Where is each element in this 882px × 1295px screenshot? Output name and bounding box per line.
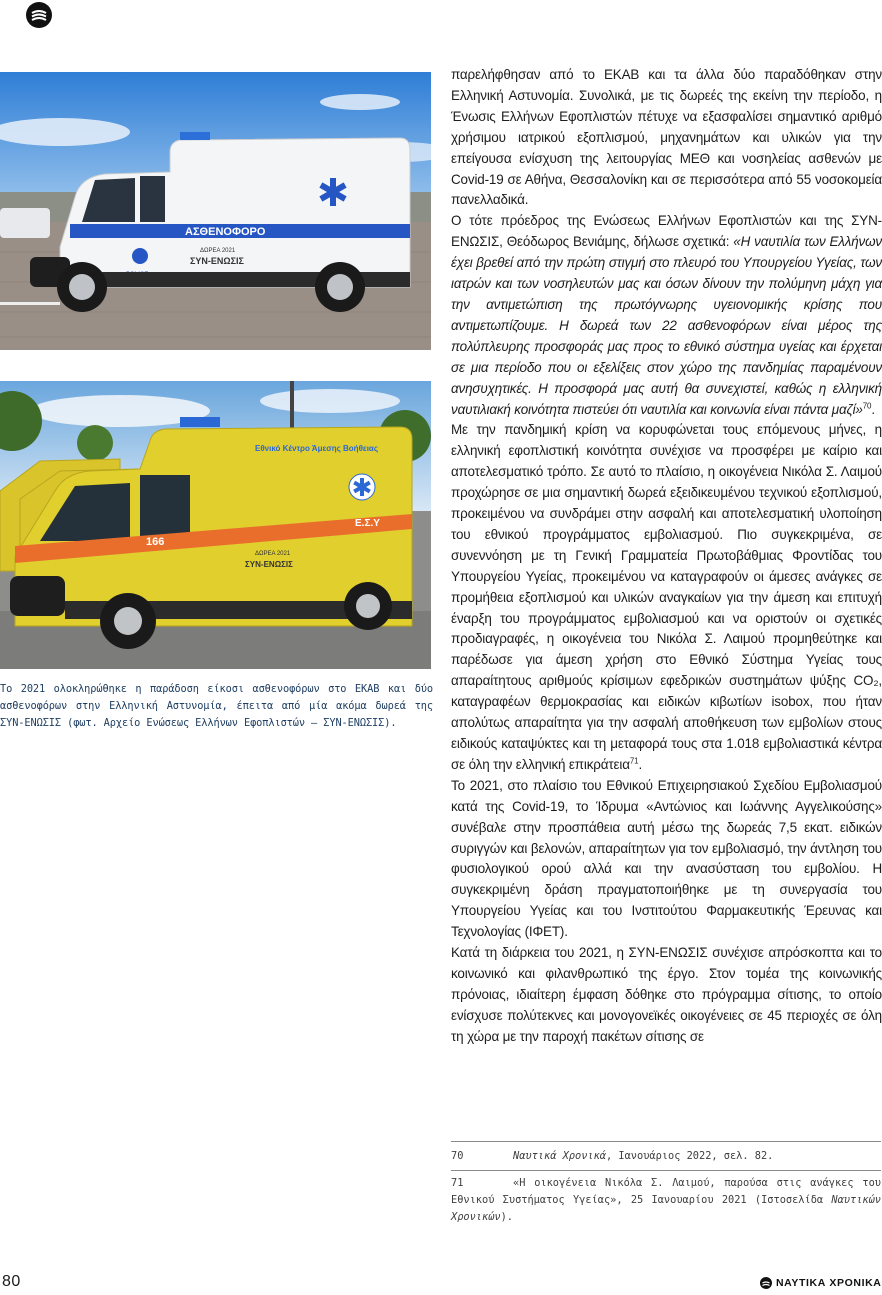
footnote-divider: [451, 1141, 881, 1142]
page-number: 80: [2, 1273, 21, 1290]
magazine-logo-icon: [26, 2, 52, 28]
svg-text:ΣΥΝ-ΕΝΩΣΙΣ: ΣΥΝ-ΕΝΩΣΙΣ: [245, 560, 293, 569]
paragraph: Με την πανδημική κρίση να κορυφώνεται τους επόμενους μήνες, η ελληνική εφοπλιστική κοινότητα συνέχισε να προσφέρει με καίριο και αποτελεσματικό τρόπο. Σε αυτό το πλαίσιο, η οικογένεια Νικόλα Σ. Λαιμού προχώρησε σε μια σημαντική δωρεά εξειδικευμένου τεχνικού εξοπλισμού, προκειμένου να συνδράμει στην ασφαλή και αποτελεσματική υλοποίηση του εθνικού προγράμματος εμβολιασμού. Πιο συγκεκριμένα, σε συνεννόηση με τη Γενική Γραμματεία Πρωτοβάθμιας Φροντίδας του Υπουργείου Υγείας, προκειμένου να καταγραφούν οι άμεσες ανάγκες σε προμήθεια εξοπλισμού και υλικών αναγκαίων για την άμεση και επιτυχή έναρξη του προγράμματος εμβολιασμού και να οριστούν οι σχετικές προδιαγραφές, η οικογένεια του Νικόλα Σ. Λαιμού προμηθεύτηκε και παρέδωσε για άμεση χρήση στο Εθνικό Σύστημα Υγείας τους απαραίτητους αριθμούς κρίσιμων εφεδρικών συστημάτων ψύξης CO₂, καταγραφέων θερμοκρασίας και ειδικών κιβωτίων isobox, που ήταν απολύτως απαραίτητα για την ασφαλή αποθήκευση των εμβολίων στους ειδικούς καταψύκτες και τη μεταφορά τους στα 1.018 εμβολιαστικά κέντρα σε όλη την ελληνική επικράτεια$^{71}$.: [451, 422, 882, 772]
footnote-divider: [451, 1170, 881, 1171]
footer-brand: [760, 1276, 881, 1290]
svg-text:ΣΥΝ-ΕΝΩΣΙΣ: ΣΥΝ-ΕΝΩΣΙΣ: [190, 256, 244, 266]
footnote: 70 Ναυτικά Χρονικά, Ιανουάριος 2022, σελ. 82.: [451, 1148, 881, 1165]
quote: «Η ναυτιλία των Ελλήνων έχει βρεθεί από την πρώτη στιγμή στο πλευρό του Υπουργείου Υγείας, των ιατρών και των νοσηλευτών μας και όσων δίνουν την πολύμηνη μάχη για την αντιμετώπιση της πρωτόγνωρης υγειονομικής κρίσης που αντιμετωπίζουμε. Η δωρεά των 22 ασθενοφόρων είναι μέρος της πολύπλευρης προσφοράς μας προς το εθνικό σύστημα υγείας και έρχεται σε μια περίοδο που οι εξελίξεις στον χώρο της πανδημίας παραμένουν ανησυχητικές. Η προσφορά μας αυτή θα συνεχιστεί, καθώς η ελληνική ναυτιλιακή κοινότητα πιστεύει ότι ναυτιλία και κοινωνία είναι πάντα μαζί»: [451, 234, 882, 417]
paragraph: Ο τότε πρόεδρος της Ενώσεως Ελλήνων Εφοπλιστών και της ΣΥΝ-ΕΝΩΣΙΣ, Θεόδωρος Βενιάμης, δήλωσε σχετικά: «Η ναυτιλία των Ελλήνων έχει βρεθεί από την πρώτη στιγμή στο πλευρό του Υπουργείου Υγείας, των ιατρών και των νοσηλευτών μας και όσων δίνουν την πολύμηνη μάχη για την αντιμετώπιση της πρωτόγνωρης υγειονομικής κρίσης που αντιμετωπίζουμε. Η δωρεά των 22 ασθενοφόρων είναι μέρος της πολύπλευρης προσφοράς μας προς το εθνικό σύστημα υγείας και έρχεται σε μια περίοδο που οι εξελίξεις στον χώρο της πανδημίας παραμένουν ανησυχητικές. Η προσφορά μας αυτή θα συνεχιστεί, καθώς η ελληνική ναυτιλιακή κοινότητα πιστεύει ότι ναυτιλία και κοινωνία είναι πάντα μαζί»$^{70}$.: [451, 213, 882, 417]
article-body: [451, 65, 882, 1048]
paragraph: Κατά τη διάρκεια του 2021, η ΣΥΝ-ΕΝΩΣΙΣ συνέχισε απρόσκοπτα και το κοινωνικό και φιλανθρωπικό της έργο. Στον τομέα της κοινωνικής πρόνοιας, ιδιαίτερη έμφαση δόθηκε στο πρόγραμμα σίτισης, το οποίο ενίσχυσε πολύτεκνες και μονογονεϊκές οικογένειες σε 45 περιοχές σε όλη τη χώρα με την παροχή πακέτων σίτισης σε: [451, 945, 882, 1044]
footnote-number: 70: [451, 1150, 464, 1162]
footnote-ref[interactable]: 70: [862, 401, 872, 411]
white-ambulance-photo: [0, 72, 431, 350]
footnote-number: 71: [451, 1177, 464, 1189]
magazine-logo-icon: [760, 1277, 772, 1289]
footnote: 71 «Η οικογένεια Νικόλα Σ. Λαιμού, παρούσα στις ανάγκες του Εθνικού Συστήματος Υγείας», 25 Ιανουαρίου 2021 (Ιστοσελίδα Ναυτικών Χρονικών).: [451, 1177, 881, 1223]
svg-text:166: 166: [146, 536, 165, 548]
vehicle-lettering: Εθνικό Κέντρο Άμεσης Βοήθειας: [255, 444, 378, 453]
footnote-ref[interactable]: 71: [629, 756, 639, 766]
paragraph: παρελήφθησαν από το ΕΚΑΒ και τα άλλα δύο παραδόθηκαν στην Ελληνική Αστυνομία. Συνολικά, με τις δωρεές της εκείνη την περίοδο, η Ένωσις Ελλήνων Εφοπλιστών πέτυχε να εξασφαλίσει σημαντικό αριθμό χρήσιμου ιατρικού εξοπλισμού, μηχανημάτων και υλικών για την επείγουσα ενίσχυση της λειτουργίας ΜΕΘ και νοσηλείας ασθενών με Covid-19 σε Αθήνα, Θεσσαλονίκη και σε περισσότερα από 55 νοσοκομεία πανελλαδικά.: [451, 67, 882, 208]
yellow-ambulances-photo: [0, 381, 431, 669]
paragraph: Το 2021, στο πλαίσιο του Εθνικού Επιχειρησιακού Σχεδίου Εμβολιασμού κατά της Covid-19, το Ίδρυμα «Αντώνιος και Ιωάννης Αγγελικούσης» συνέβαλε στην προσπάθεια αυτή μέσω της δωρεάς 7,5 εκατ. ειδικών συριγγών και βελονών, απαραίτητων για τον εμβολιασμό, την άντληση του φυσιολογικού ορού αλλά και την ανασύσταση του εμβολίου. Η συγκεκριμένη δράση πραγματοποιήθηκε με τη συνεργασία του Υπουργείου Υγείας και του Ινστιτούτου Φαρμακευτικής Έρευνας και Τεχνολογίας (ΙΦΕΤ).: [451, 777, 882, 940]
vehicle-lettering: ΑΣΘΕΝΟΦΟΡΟ: [185, 226, 266, 238]
svg-text:ΔΩΡΕΑ 2021: ΔΩΡΕΑ 2021: [200, 248, 236, 254]
brand-name: ΝΑΥΤΙΚΑ ΧΡΟΝΙΚΑ: [776, 1277, 882, 1289]
photo-caption: Το 2021 ολοκληρώθηκε η παράδοση είκοσι ασθενοφόρων στο ΕΚΑΒ και δύο ασθενοφόρων στην Ελληνική Αστυνομία, έπειτα από μία ακόμα δωρεά της ΣΥΝ-ΕΝΩΣΙΣ (φωτ. Αρχείο Ενώσεως Ελλήνων Εφοπλιστών – ΣΥΝ-ΕΝΩΣΙΣ).: [0, 683, 433, 729]
svg-text:ΔΩΡΕΑ 2021: ΔΩΡΕΑ 2021: [255, 551, 291, 557]
svg-text:Ε.Σ.Υ: Ε.Σ.Υ: [355, 518, 380, 529]
